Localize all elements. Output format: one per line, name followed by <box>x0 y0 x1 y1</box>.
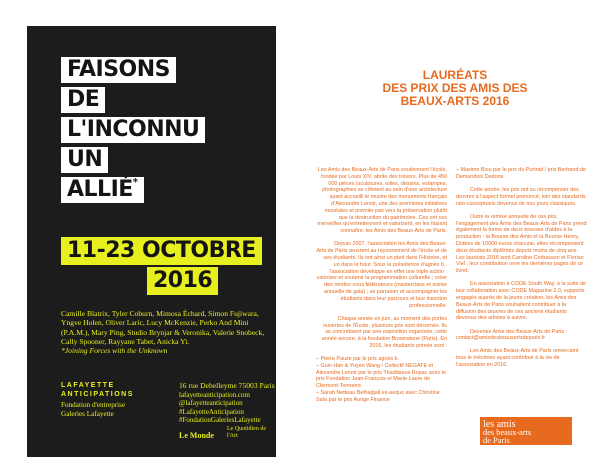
paragraph: Les Amis des Beaux-Arts de Paris soutiennent l'école, fondée par Louis XIV, abrite des trésors. Plus de 450 000 pièces (sculptures, toiles, dessins, estampes, photographies se côtoient au sein d'une architecture ayant accueilli le musée des monuments français d'Alexandre Lenoir, une des premières initiatives muséales et premier pas vers la préservation plutôt que la destruction du patrimoine. Ces ont ces merveilles qu'entretiennent et valorisent, en les faisant connaître, les Amis des Beaux-Arts de Paris. <box>317 167 447 235</box>
partner-fondation-line-1: Fondation d'entreprise <box>61 401 126 409</box>
address-line-2: lafayetteanticipation.com <box>179 390 250 399</box>
page-heading <box>340 69 570 108</box>
heading-line-1: LAURÉATS <box>422 68 488 82</box>
sponsor-quotidien-logo: Le Quotidien de l'Art <box>227 426 266 439</box>
text-column-right <box>456 167 587 375</box>
poster-title-line-5 <box>61 177 144 203</box>
title-translation: *Joining Forces with the Unknown <box>61 346 168 356</box>
heading-line-3: BEAUX-ARTS 2016 <box>400 94 510 108</box>
poster-date-line-2: 2016 <box>147 267 218 295</box>
poster-title-line-4: UN <box>61 147 108 173</box>
text-column-left <box>316 167 447 410</box>
partner-block <box>61 382 166 418</box>
artist-list <box>61 309 273 355</box>
artist-names: Camille Blatrix, Tyler Coburn, Mimosa Échard, Simon Fujiwara, Yngve Holen, Oliver Laric, Lucy McKenzie, Perko And Mini (P.A.M.), Mary Ping, Studio Brynjar & Veronika, Valerie Snobeck, Cally Spooner, Rayyane Tabet, Anicka Yi. <box>61 309 265 346</box>
address-line-4: #LafayetteAnticipation <box>179 407 244 416</box>
paragraph: Depuis 2007, l'association les Amis des Beaux-Arts de Paris œuvrent au rayonnement de l'école et de ses étudiants. Ils ont ainsi un pied dans l'Histoire, et un dans le futur. Sous la présidence d'agnès b., l'association développe en effet une triple action : valoriser et soutenir la programmation culturelle ; créer des rendez-vous fédérateurs (masterclass et soirée annuelle de gala) ; se parrainer et accompagner les étudiants dans leur parcours et leur insertion professionnelle. <box>316 241 447 309</box>
address-line-1: 16 rue Debelleyme 75003 Paris <box>179 381 275 390</box>
partner-brand-line-1: LAFAYETTE <box>61 382 115 389</box>
address-line-3: @lafayetteanticipation <box>179 399 243 407</box>
poster-title-line-3: L'INCONNU <box>61 117 205 143</box>
winners-list: – Pierre Pauze par le prix agnès b. – Guin Han & Yuyan Wang / Collectif NEGATE et Alexandre Lenoir par le prix Thaddaeus Ropac avec le prix Fondation Jean-François et Marie-Laure de Clermont-Tonnerre – Sarah Netteau Belhadjali ex-aequo avec Christine Safa par le prix Aurige Finance <box>316 356 446 403</box>
paragraph: Les Amis des Beaux-Arts de Paris remercient tous le mécènes ayant contribué à la vie de l'association en 2016. <box>456 348 579 369</box>
poster-date-line-1: 11-23 OCTOBRE <box>61 237 262 265</box>
paragraph: En association à CODE South Way, à la suite de leur collaboration avec CODE Magazine 2.0, supports engagés auprès de la jeune création, les Amis des Beaux-Arts de Paris souhaitent contribuer à la diffusion des œuvres de ces anciens étudiants devenus des artistes à suivre. <box>456 281 586 322</box>
paragraph: Chaque année en juin, au moment des portes ouvertes de l'École, plusieurs prix sont décernés. Ils se concrétisent par une exposition organisée, cette année encore, à la fondation Brownstone (Paris). En 2016, les étudiants primés sont : <box>321 315 447 349</box>
poster-title-word-5: ALLIÉ <box>67 177 133 202</box>
poster-title-line-1: FAISONS <box>61 57 176 83</box>
partner-fondation-line-2: Galeries Lafayette <box>61 409 114 418</box>
poster-title-asterisk: * <box>132 177 138 188</box>
poster-title-line-2: DE <box>61 87 105 113</box>
amis-beaux-arts-logo <box>480 417 572 445</box>
logo-line-1: les amis <box>483 419 516 430</box>
address-block <box>179 382 275 425</box>
paragraph: Cette année, les prix ont su récompenser des œuvres à l'aspect formel prononcé, loin des standards néo-conceptuels devenus de nos jours classiques. <box>456 186 586 207</box>
sponsor-le-monde-logo: Le Monde <box>179 431 214 440</box>
paragraph: – Maxime Biou par le prix du Portrait / prix Bertrand de Demandolx Dedons. <box>456 167 587 180</box>
contact-paragraph: Devenez Amis des Beaux-Arts de Paris : contact@amisdesbeauxartsdeparis.fr <box>456 328 568 342</box>
address-line-5: #FondationGaleriesLafayette <box>179 416 261 424</box>
partner-brand-line-2: ANTICIPATIONS <box>61 390 134 398</box>
heading-line-2: DES PRIX DES AMIS DES <box>382 81 528 95</box>
logo-line-2: des beaux-arts <box>483 428 532 437</box>
exhibition-poster <box>27 26 276 457</box>
paragraph: Outre la remise annuelle de ces prix, l'engagement des Amis des Beaux-Arts de Paris prend également la forme de deux bourses d'aides à la production : la Bourse des Amis et la Bourse Henry, Dotées de 10000 euros chacune, elles récompensent deux étudiants diplômés depuis moins de cinq ans. Les lauréats 2016 sont Caroline Corbasson et Florian Viel ; leur contribution orne les dernières pages de ce livret. <box>456 213 587 275</box>
logo-line-3: de Paris <box>483 436 510 445</box>
